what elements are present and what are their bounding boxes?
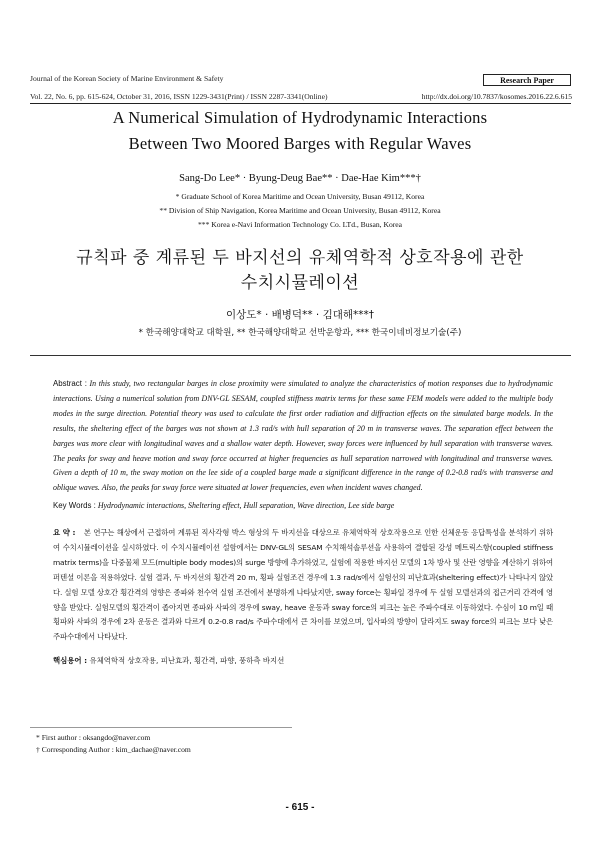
korean-summary-text: 본 연구는 해상에서 근접하여 계류된 직사각형 박스 형상의 두 바지선을 대상으로 유체역학적 상호작용으로 인한 선체운동 응답특성을 분석하기 위하여 수치시뮬레이션을 실시하였다. 이 수치시뮬레이션 설함에서는 DNV-GL의 SESAM 수치해석솔루션을 사용하여 결합된 강성 메트릭스항(coupled stiffness matrix terms)을 다중물체 모드(multiple body modes)의 surge 방향에 추가하였고, 실험에 적용한 바지선 모델의 1차 방사 및 산란 영향을 계산하기 위하여 퍼텐셜 이론을 적용하였다. 실험 결과, 두 바지선의 횡간격 20 m, 횡파 실험조건 경우에 1.3 rad/s에서 실험선의 피난효과(sheltering effect)가 나타나지 않았다. 실험 모델 상호간 횡간격의 영향은 종파와 천수역 실험 조건에서 분명하게 나타났지만, sway force는 횡파일 경우에 두 실험 모델선과의 접근거리 간격에 영향을 받았다. 실험모델의 횡간격이 좁아지면 종파와 사파의 경우에 sway, heave 운동과 sway force의 피크는 높은 주파수대로 이동하였다. 수심이 10 m일 때 횡파와 사파의 경우에 2차 운동은 결과와 다르게 0.2-0.8 rad/s 주파수대에서 큰 차이를 보였으며, 입사파의 방향이 달라지도 sway force의 피크는 보다 낮은 주파수대에서 나타났다. — [53, 528, 554, 642]
keywords — [53, 501, 553, 510]
affiliations-ko: * 한국해양대학교 대학원, ** 한국해양대학교 선박운항과, *** 한국이네비정보기술(주) — [138, 328, 462, 338]
affiliation-en-1: * Graduate School of Korea Maritime and Ocean University, Busan 49112, Korea — [175, 192, 425, 201]
korean-summary-label: 요 약 : — [53, 528, 76, 537]
korean-keywords-label: 핵심용어 : — [53, 656, 88, 665]
keywords-label: Key Words : — [53, 501, 96, 510]
footnote-corresponding-author: † Corresponding Author : kim_dachae@naver.com — [36, 745, 191, 754]
title-ko-line1: 규칙파 중 계류된 두 바지선의 유체역학적 상호작용에 관한 — [76, 248, 524, 268]
abstract-text: In this study, two rectangular barges in close proximity were simulated to analyze the characteristics of motion responses due to hydrodynamic interactions. Using a numerical solution from DNV-GL SESAM, coupled stiffness matrix terms for these same FEM models were added to the multiple body modes in the surge direction. Potential theory was used to calculate the first order radiation and diffraction effects on the simulated barge models. In the results, the sheltering effect of the barges was not shown at 1.3 rad/s with hull separation of 20 m in transverse waves. The separation effect between the barges was more clear with longitudinal waves and a shallow water depth. However, sway forces were influenced by hull separation with transverse waves. The peaks for sway and heave motion and sway force occurred at higher frequencies as hull separation narrowed with longitudinal and transverse waves. Given a depth of 10 m, the sway motion on the lee side of a coupled barge made a significant difference in the range of 0.2-0.8 rad/s with transverse and oblique waves. Also, the peaks for sway force were situated at lower frequencies, even when incident waves changed. — [53, 379, 554, 493]
page-number: - 615 - — [285, 802, 315, 813]
research-paper-badge: Research Paper — [483, 74, 571, 86]
doi-link[interactable]: http://dx.doi.org/10.7837/kosomes.2016.22.6.615 — [421, 92, 572, 101]
korean-summary — [53, 526, 553, 645]
korean-keywords-text: 유체역학적 상호작용, 피난효과, 횡간격, 파향, 풍하측 바지선 — [89, 656, 285, 665]
footnote-rule — [30, 727, 292, 728]
title-en-line1: A Numerical Simulation of Hydrodynamic Interactions — [112, 108, 488, 127]
affiliation-en-3: *** Korea e-Navi Information Technology Co. LTd., Busan, Korea — [197, 220, 403, 229]
header-rule — [30, 103, 571, 104]
korean-keywords — [53, 655, 553, 666]
abstract-top-rule — [30, 355, 571, 356]
title-en-line2: Between Two Moored Barges with Regular Waves — [128, 134, 472, 153]
title-ko-line2: 수치시뮬레이션 — [240, 273, 360, 293]
footnote-first-author: * First author : oksangdo@naver.com — [36, 733, 151, 742]
authors-ko: 이상도* · 배병덕** · 김대해***† — [225, 309, 375, 321]
journal-name: Journal of the Korean Society of Marine Environment & Safety — [30, 74, 224, 83]
keywords-text: Hydrodynamic interactions, Sheltering effect, Hull separation, Wave direction, Lee side barge — [97, 501, 395, 510]
abstract — [53, 377, 553, 496]
abstract-label: Abstract : — [53, 379, 87, 388]
affiliation-en-2: ** Division of Ship Navigation, Korea Maritime and Ocean University, Busan 49112, Korea — [159, 206, 441, 215]
journal-volume-info: Vol. 22, No. 6, pp. 615-624, October 31, 2016, ISSN 1229-3431(Print) / ISSN 2287-3341(Online) — [30, 92, 328, 101]
authors-en: Sang-Do Lee* · Byung-Deug Bae** · Dae-Hae Kim***† — [179, 173, 421, 184]
